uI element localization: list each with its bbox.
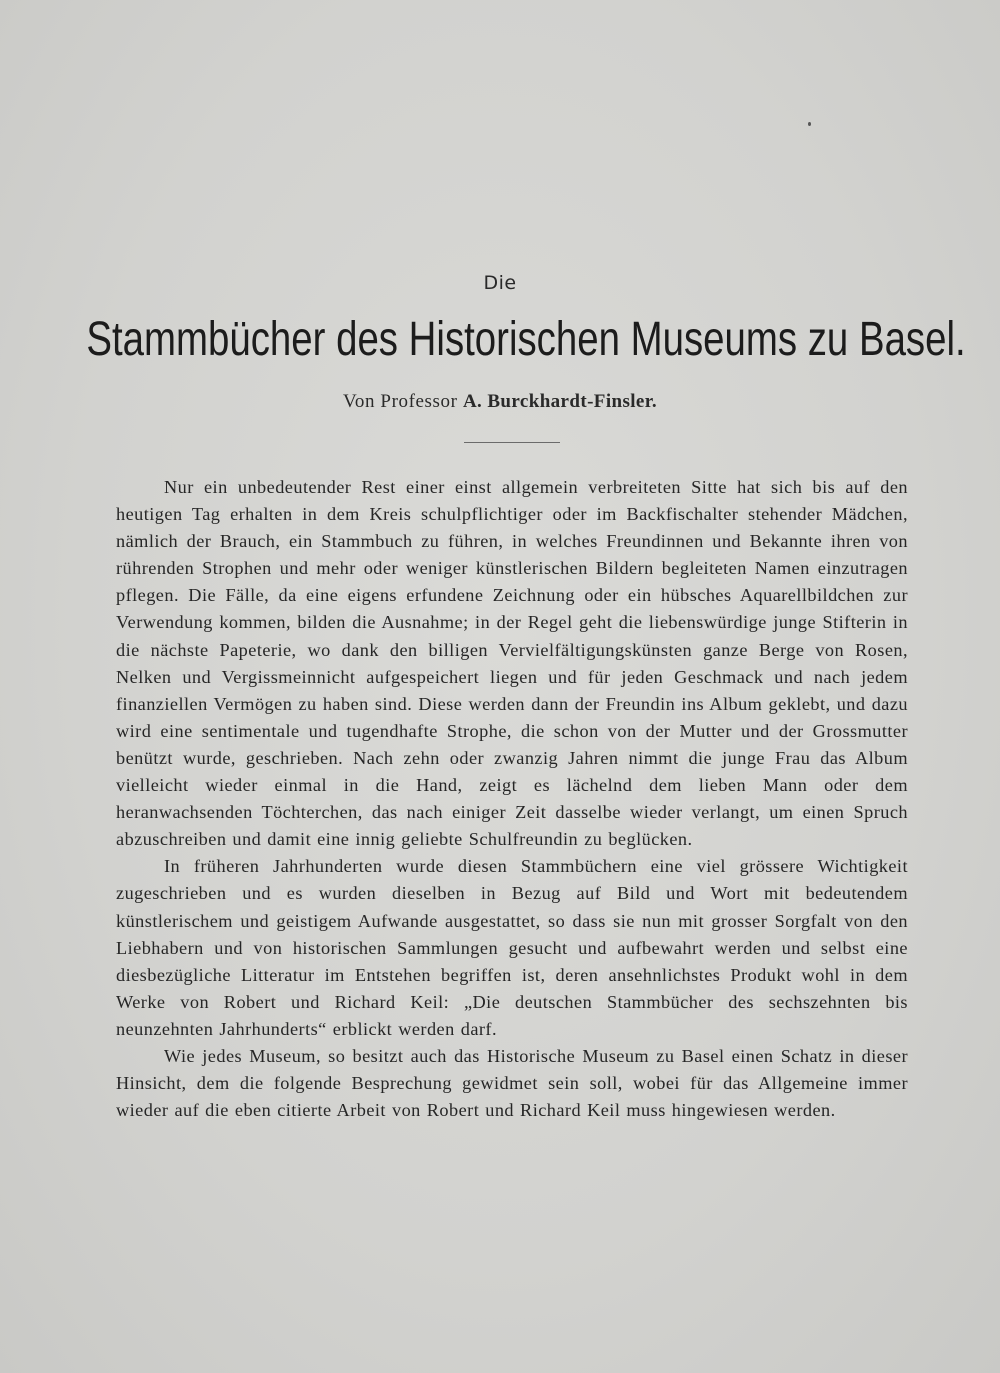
paper-speck — [808, 122, 811, 126]
byline-author: A. Burckhardt-Finsler. — [462, 391, 658, 412]
byline-prefix: Von Professor — [342, 391, 458, 412]
divider-rule — [464, 442, 560, 443]
paragraph-2: In früheren Jahrhunderten wurde diesen Stammbüchern eine viel grössere Wichtigkeit zugeschrieben und es wurden dieselben in Bezug auf Bild und Wort mit bedeutendem künstlerischem und geistigem Aufwande ausgestattet, so dass sie nun mit grosser Sorgfalt von den Liebhabern und von historischen Sammlungen gesucht und aufbewahrt werden und selbst eine diesbezügliche Litteratur im Entstehen begriffen ist, deren ansehnlichstes Produkt wohl in dem Werke von Robert und Richard Keil: „Die deutschen Stammbücher des sechszehnten bis neunzehnten Jahrhunderts“ erblickt werden darf. — [116, 856, 908, 1039]
byline — [0, 391, 1000, 413]
paragraph-3: Wie jedes Museum, so besitzt auch das Historische Museum zu Basel einen Schatz in dieser Hinsicht, dem die folgende Besprechung gewidmet sein soll, wobei für das Allgemeine immer wieder auf die eben citierte Arbeit von Robert und Richard Keil muss hingewiesen werden. — [116, 1045, 908, 1121]
title-kicker: Die — [483, 272, 517, 294]
paragraph-1: Nur ein unbedeutender Rest einer einst allgemein verbreiteten Sitte hat sich bis auf den heutigen Tag erhalten in dem Kreis schulpflichtiger oder im Backfischalter stehender Mädchen, nämlich der Brauch, ein Stammbuch zu führen, in welches Freundinnen und Bekannte ihren von rührenden Strophen und mehr oder weniger künstlerischen Bildern begleiteten Namen einzutragen pflegen. Die Fälle, da eine eigens erfundene Zeichnung oder ein hübsches Aquarellbildchen zur Verwendung kommen, bilden die Ausnahme; in der Regel geht die liebenswürdige junge Stifterin in die nächste Papeterie, wo dank den billigen Vervielfältigungskünsten ganze Berge von Rosen, Nelken und Vergissmeinnicht aufgespeichert liegen und für jeden Geschmack und nach jedem finanziellen Vermögen zu haben sind. Diese werden dann der Freundin ins Album geklebt, und dazu wird eine sentimentale und tugendhafte Strophe, die schon von der Mutter und der Grossmutter benützt wurde, geschrieben. Nach zehn oder zwanzig Jahren nimmt die junge Frau das Album vielleicht wieder einmal in die Hand, zeigt es lächelnd dem lieben Mann oder dem heranwachsenden Töchterchen, das nach einiger Zeit dasselbe wieder verlangt, um einen Spruch abzuschreiben und damit eine innig geliebte Schulfreundin zu beglücken. — [116, 477, 908, 850]
page-title: Stammbücher des Historischen Museums zu Basel. — [86, 313, 966, 366]
article-body — [116, 474, 908, 1124]
